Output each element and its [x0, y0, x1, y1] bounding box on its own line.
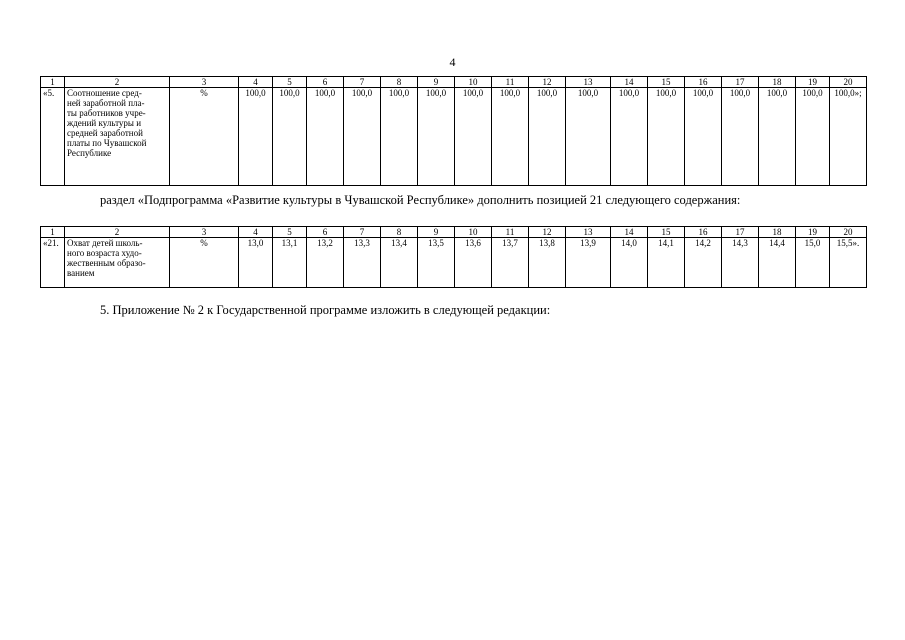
header-cell: 4 [239, 227, 273, 238]
indicator-name-line: средней заработной [67, 128, 143, 138]
table-header-row [41, 227, 867, 238]
value-cell: 13,9 [566, 238, 611, 288]
header-cell: 5 [273, 227, 307, 238]
value-cell: 100,0 [307, 88, 344, 186]
header-cell: 10 [455, 77, 492, 88]
value-cell: 100,0 [418, 88, 455, 186]
indicator-table-2 [40, 226, 867, 288]
header-cell: 13 [566, 227, 611, 238]
value-cell: 100,0 [722, 88, 759, 186]
value-cell: 14,3 [722, 238, 759, 288]
value-cell: 100,0 [685, 88, 722, 186]
indicator-name-line: ного возраста худо- [67, 248, 142, 258]
value-cell: 13,6 [455, 238, 492, 288]
header-cell: 13 [566, 77, 611, 88]
value-cell: 14,0 [611, 238, 648, 288]
table-header-row [41, 77, 867, 88]
value-cell: 100,0 [529, 88, 566, 186]
header-cell: 11 [492, 227, 529, 238]
indicator-name-line: ванием [67, 268, 95, 278]
table-row [41, 88, 867, 186]
value-cell: 13,4 [381, 238, 418, 288]
value-cell: 100,0 [455, 88, 492, 186]
value-cell: 14,4 [759, 238, 796, 288]
header-cell: 9 [418, 77, 455, 88]
value-cell: 13,8 [529, 238, 566, 288]
position-number-cell: «5. [41, 88, 65, 186]
header-cell: 16 [685, 227, 722, 238]
value-cell: 100,0 [611, 88, 648, 186]
indicator-name-line: платы по Чувашской [67, 138, 147, 148]
header-cell: 14 [611, 227, 648, 238]
header-cell: 12 [529, 227, 566, 238]
value-cell: 100,0 [273, 88, 307, 186]
value-cell: 13,1 [273, 238, 307, 288]
header-cell: 19 [796, 227, 830, 238]
value-cell: 100,0 [648, 88, 685, 186]
paragraph-section-addition: раздел «Подпрограмма «Развитие культуры в Чувашской Республике» дополнить позицией 21 следующего содержания: [100, 193, 741, 207]
indicator-name-cell [65, 88, 170, 186]
header-cell: 15 [648, 227, 685, 238]
indicator-name-line: жественным образо- [67, 258, 146, 268]
header-cell: 1 [41, 227, 65, 238]
indicator-name-line: ждений культуры и [67, 118, 142, 128]
header-cell: 9 [418, 227, 455, 238]
value-cell: 15,5». [830, 238, 867, 288]
header-cell: 2 [65, 77, 170, 88]
page-number: 4 [449, 55, 456, 69]
header-cell: 10 [455, 227, 492, 238]
header-cell: 20 [830, 77, 867, 88]
header-cell: 6 [307, 227, 344, 238]
header-cell: 4 [239, 77, 273, 88]
header-cell: 7 [344, 227, 381, 238]
table-row [41, 238, 867, 288]
paragraph-appendix: 5. Приложение № 2 к Государственной программе изложить в следующей редакции: [100, 303, 551, 317]
unit-cell: % [170, 88, 239, 186]
header-cell: 5 [273, 77, 307, 88]
value-cell: 13,3 [344, 238, 381, 288]
indicator-name-cell [65, 238, 170, 288]
header-cell: 8 [381, 227, 418, 238]
value-cell: 13,0 [239, 238, 273, 288]
header-cell: 2 [65, 227, 170, 238]
header-cell: 15 [648, 77, 685, 88]
header-cell: 11 [492, 77, 529, 88]
indicator-name-line: ты работников учре- [67, 108, 146, 118]
value-cell: 13,5 [418, 238, 455, 288]
indicator-table-1 [40, 76, 867, 186]
indicator-name-line: Республике [67, 148, 112, 158]
header-cell: 17 [722, 77, 759, 88]
header-cell: 18 [759, 77, 796, 88]
value-cell: 14,1 [648, 238, 685, 288]
header-cell: 1 [41, 77, 65, 88]
header-cell: 3 [170, 227, 239, 238]
indicator-name-line: Соотношение сред- [67, 88, 142, 98]
unit-cell: % [170, 238, 239, 288]
indicator-name-line: Охват детей школь- [67, 238, 143, 248]
value-cell: 100,0 [381, 88, 418, 186]
header-cell: 16 [685, 77, 722, 88]
value-cell: 13,7 [492, 238, 529, 288]
position-number-cell: «21. [41, 238, 65, 288]
value-cell: 100,0 [759, 88, 796, 186]
header-cell: 7 [344, 77, 381, 88]
value-cell: 100,0»; [830, 88, 867, 186]
value-cell: 100,0 [796, 88, 830, 186]
header-cell: 19 [796, 77, 830, 88]
value-cell: 100,0 [239, 88, 273, 186]
value-cell: 100,0 [492, 88, 529, 186]
header-cell: 18 [759, 227, 796, 238]
value-cell: 14,2 [685, 238, 722, 288]
value-cell: 100,0 [566, 88, 611, 186]
indicator-name-line: ней заработной пла- [67, 98, 145, 108]
value-cell: 100,0 [344, 88, 381, 186]
header-cell: 12 [529, 77, 566, 88]
header-cell: 3 [170, 77, 239, 88]
value-cell: 13,2 [307, 238, 344, 288]
value-cell: 15,0 [796, 238, 830, 288]
header-cell: 20 [830, 227, 867, 238]
header-cell: 17 [722, 227, 759, 238]
header-cell: 6 [307, 77, 344, 88]
header-cell: 8 [381, 77, 418, 88]
header-cell: 14 [611, 77, 648, 88]
